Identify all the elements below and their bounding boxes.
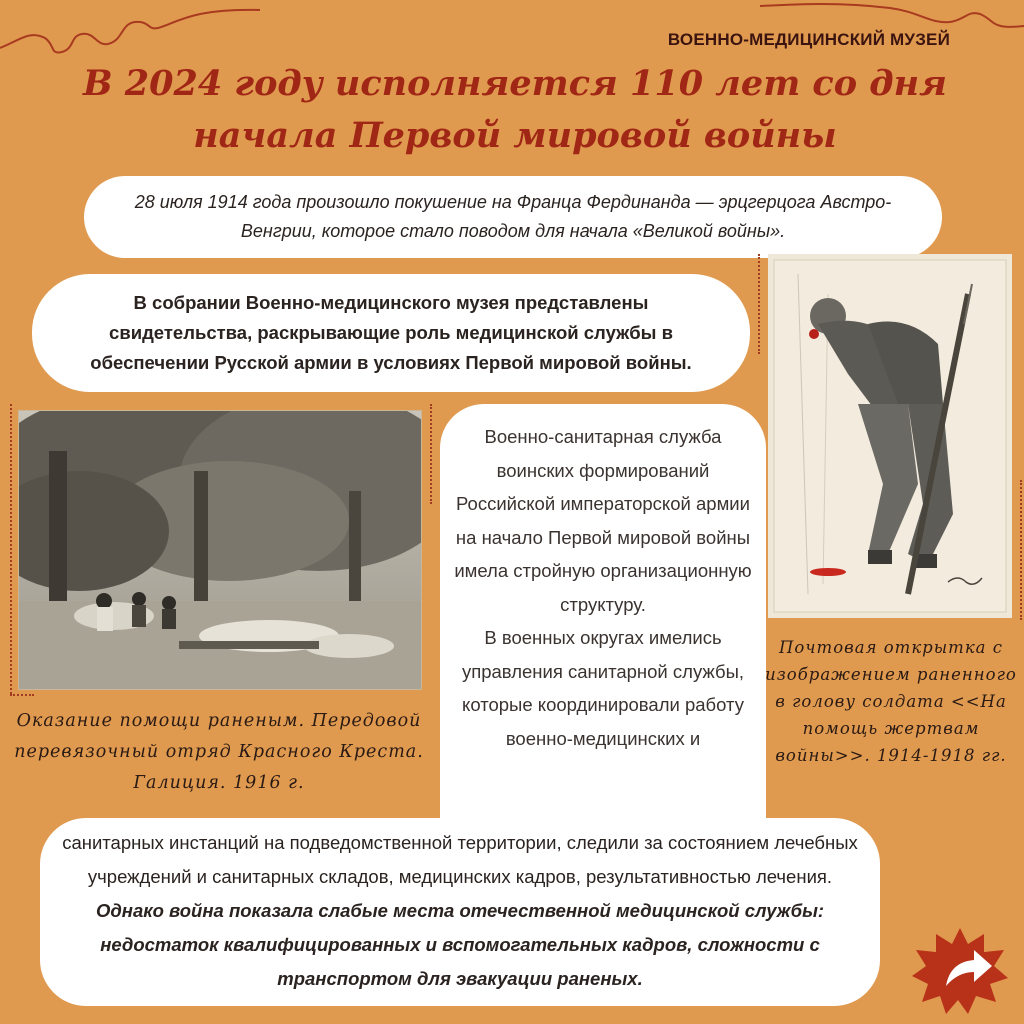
postcard-image bbox=[768, 254, 1012, 618]
title-line-2: начала Первой мировой войны bbox=[193, 115, 837, 156]
postcard-frame-accent bbox=[758, 254, 766, 354]
next-slide-button[interactable] bbox=[912, 926, 1008, 1016]
photo-frame-accent-bottom bbox=[10, 694, 34, 698]
bottom-text bbox=[56, 826, 864, 996]
service-paragraph-1: Военно-санитарная служба воинских формирований Российской императорской армии на начало Первой мировой войны имела стройную организационную структуру. bbox=[454, 426, 752, 615]
postcard-frame-accent-right bbox=[1016, 480, 1022, 620]
bottom-text-plain: санитарных инстанций на подведомственной территории, следили за состоянием лечебных учреждений и санитарных складов, медицинских кадров, результативностью лечения. bbox=[62, 832, 858, 887]
bottom-text-emphasis: Однако война показала слабые места отечественной медицинской службы: недостаток квалифицированных и вспомогательных кадров, сложности с транспортом для эвакуации раненых. bbox=[95, 900, 825, 989]
intro-card bbox=[84, 176, 942, 258]
photo-caption: Оказание помощи раненым. Передовой перевязочный отряд Красного Креста. Галиция. 1916 г. bbox=[14, 711, 424, 793]
title-line-1: В 2024 году исполняется 110 лет со дня bbox=[83, 63, 947, 104]
collection-card bbox=[32, 274, 750, 392]
photo-frame-accent-right bbox=[424, 404, 432, 504]
share-arrow-icon[interactable] bbox=[912, 926, 1008, 1016]
service-text bbox=[448, 420, 758, 755]
page-title bbox=[60, 58, 970, 162]
postcard-caption: Почтовая открытка с изображением раненного в голову солдата <<На помощь жертвам войны>>. 1914-1918 гг. bbox=[765, 638, 1017, 765]
collection-text: В собрании Военно-медицинского музея представлены свидетельства, раскрывающие роль медицинской службы в обеспечении Русской армии в условиях Первой мировой войны. bbox=[90, 292, 692, 373]
intro-text: 28 июля 1914 года произошло покушение на Франца Фердинанда — эрцгерцога Австро-Венгрии, которое стало поводом для начала «Великой войны». bbox=[134, 192, 892, 241]
historical-photo bbox=[18, 410, 422, 690]
service-paragraph-2: В военных округах имелись управления санитарной службы, которые координировали работу военно-медицинских и bbox=[461, 627, 745, 749]
museum-name: ВОЕННО-МЕДИЦИНСКИЙ МУЗЕЙ bbox=[667, 30, 950, 49]
